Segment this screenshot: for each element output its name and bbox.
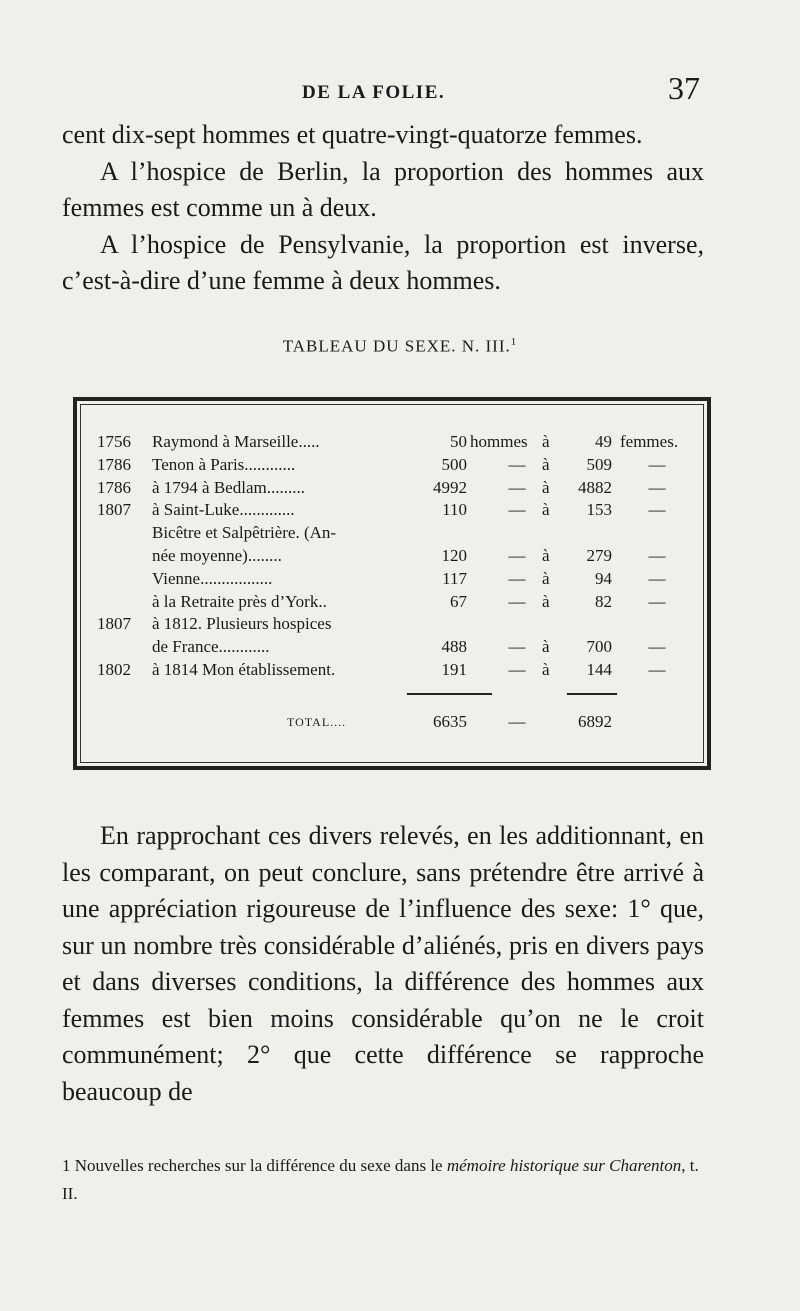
- footnote: [62, 1152, 704, 1208]
- row-women-dash: —: [648, 546, 666, 565]
- paragraph-pensylvanie: A l’hospice de Pensylvanie, la proportion est inverse, c’est-à-dire d’une femme à deux hommes.: [62, 229, 704, 295]
- row-dash: —: [508, 660, 526, 679]
- row-label: à 1812. Plusieurs hospices: [152, 614, 332, 634]
- table-row: [77, 568, 707, 590]
- row-year: 1807: [97, 500, 131, 520]
- row-dash: —: [508, 454, 526, 474]
- page-number: 37: [668, 70, 700, 106]
- row-women: 279: [586, 546, 612, 565]
- total-women: 6892: [578, 712, 612, 731]
- row-women: 94: [595, 568, 612, 588]
- row-women-dash: —: [648, 568, 666, 588]
- row-year: 1786: [97, 454, 131, 474]
- row-a: à: [542, 432, 550, 451]
- women-word: femmes.: [620, 432, 679, 451]
- row-women-dash: —: [648, 591, 666, 611]
- row-men: 488: [441, 637, 467, 657]
- row-label: à 1814 Mon établissement.: [152, 660, 336, 679]
- row-label: Tenon à Paris............: [152, 454, 296, 474]
- row-women-dash: —: [648, 637, 666, 657]
- footnote-end: , t. II.: [62, 1156, 699, 1203]
- row-a: à: [542, 546, 550, 565]
- row-women: 700: [586, 637, 612, 657]
- row-dash: —: [508, 477, 526, 497]
- row-women: 509: [586, 454, 612, 474]
- row-label: Vienne.................: [152, 568, 273, 588]
- row-men: 4992: [433, 477, 467, 497]
- row-a: à: [542, 591, 550, 611]
- row-men: 67: [450, 591, 467, 611]
- table-row: [77, 591, 707, 613]
- total-row: [77, 711, 707, 733]
- row-a: à: [542, 660, 550, 679]
- row-label: Bicêtre et Salpêtrière. (An-: [152, 523, 337, 543]
- total-men: 6635: [433, 712, 467, 731]
- table-row: [77, 477, 707, 499]
- row-dash: —: [508, 546, 526, 565]
- row-label: à Saint-Luke.............: [152, 500, 295, 520]
- row-dash: —: [508, 500, 526, 520]
- row-dash: —: [508, 637, 526, 657]
- row-men: 117: [442, 568, 467, 588]
- running-title: DE LA FOLIE.: [302, 82, 446, 103]
- row-label: Raymond à Marseille.....: [152, 432, 320, 451]
- row-men: 191: [441, 660, 467, 679]
- paragraph-continuation: cent dix-sept hommes et quatre-vingt-quatorze femmes.: [62, 120, 643, 149]
- paragraph-berlin: A l’hospice de Berlin, la proportion des hommes aux femmes est comme un à deux.: [62, 156, 704, 222]
- footnote-text: Nouvelles recherches sur la différence du sexe dans le: [70, 1156, 447, 1175]
- table-row: [77, 636, 707, 658]
- table-row: [77, 613, 707, 635]
- table-title-text: TABLEAU DU SEXE. N. III.: [282, 336, 511, 356]
- row-women-dash: —: [648, 477, 666, 497]
- row-a: à: [542, 500, 550, 520]
- total-dash: —: [508, 712, 526, 731]
- row-year: 1807: [97, 614, 131, 634]
- row-women: 4882: [578, 477, 612, 497]
- row-women: 49: [595, 432, 612, 451]
- row-women-dash: —: [648, 500, 666, 520]
- table-row: [77, 431, 707, 453]
- row-year: 1756: [97, 432, 131, 451]
- row-men: 500: [441, 454, 467, 474]
- row-men: 120: [441, 546, 467, 565]
- row-label: à la Retraite près d’York..: [152, 591, 327, 611]
- row-men: 110: [442, 500, 467, 520]
- footnote-italic: mémoire historique sur Charenton: [446, 1156, 682, 1175]
- page-header: [62, 70, 702, 118]
- men-word: hommes: [470, 432, 528, 451]
- row-dash: —: [508, 591, 526, 611]
- row-men: 50: [450, 432, 467, 451]
- row-label: de France............: [152, 637, 270, 657]
- row-label: née moyenne)........: [152, 546, 282, 565]
- sum-line-men: [407, 693, 492, 695]
- row-women: 82: [595, 591, 612, 611]
- table-row: [77, 659, 707, 681]
- row-dash: —: [508, 568, 526, 588]
- row-year: 1786: [97, 477, 131, 497]
- row-women-dash: —: [648, 454, 666, 474]
- sex-table: [73, 397, 711, 770]
- row-women-dash: —: [648, 660, 666, 679]
- row-women: 144: [586, 660, 612, 679]
- table-row: [77, 522, 707, 544]
- row-a: à: [542, 477, 550, 497]
- sum-line-women: [567, 693, 617, 695]
- row-women: 153: [586, 500, 612, 520]
- row-year: 1802: [97, 660, 131, 679]
- total-label: TOTAL....: [287, 715, 347, 729]
- table-row: [77, 454, 707, 476]
- footnote-marker: 1: [62, 1156, 71, 1175]
- table-row: [77, 545, 707, 567]
- row-a: à: [542, 637, 550, 657]
- body-text-top: [62, 117, 704, 300]
- row-a: à: [542, 568, 550, 588]
- table-title-note: 1: [510, 336, 518, 348]
- table-row: [77, 499, 707, 521]
- table-title: [0, 336, 800, 357]
- paragraph-conclusion: En rapprochant ces divers relevés, en les additionnant, en les comparant, on peut conclure, sans prétendre être arrivé à une appréciation rigoureuse de l’influence des sexe: 1° que, sur un nombre très considérable d’aliénés, pris en divers pays et dans diverses conditions, la différence des hommes aux femmes est bien moins considérable qu’on ne le croit communément; 2° que cette différence se rapproche beaucoup de: [62, 821, 704, 1106]
- row-a: à: [542, 454, 550, 474]
- row-label: à 1794 à Bedlam.........: [152, 477, 305, 497]
